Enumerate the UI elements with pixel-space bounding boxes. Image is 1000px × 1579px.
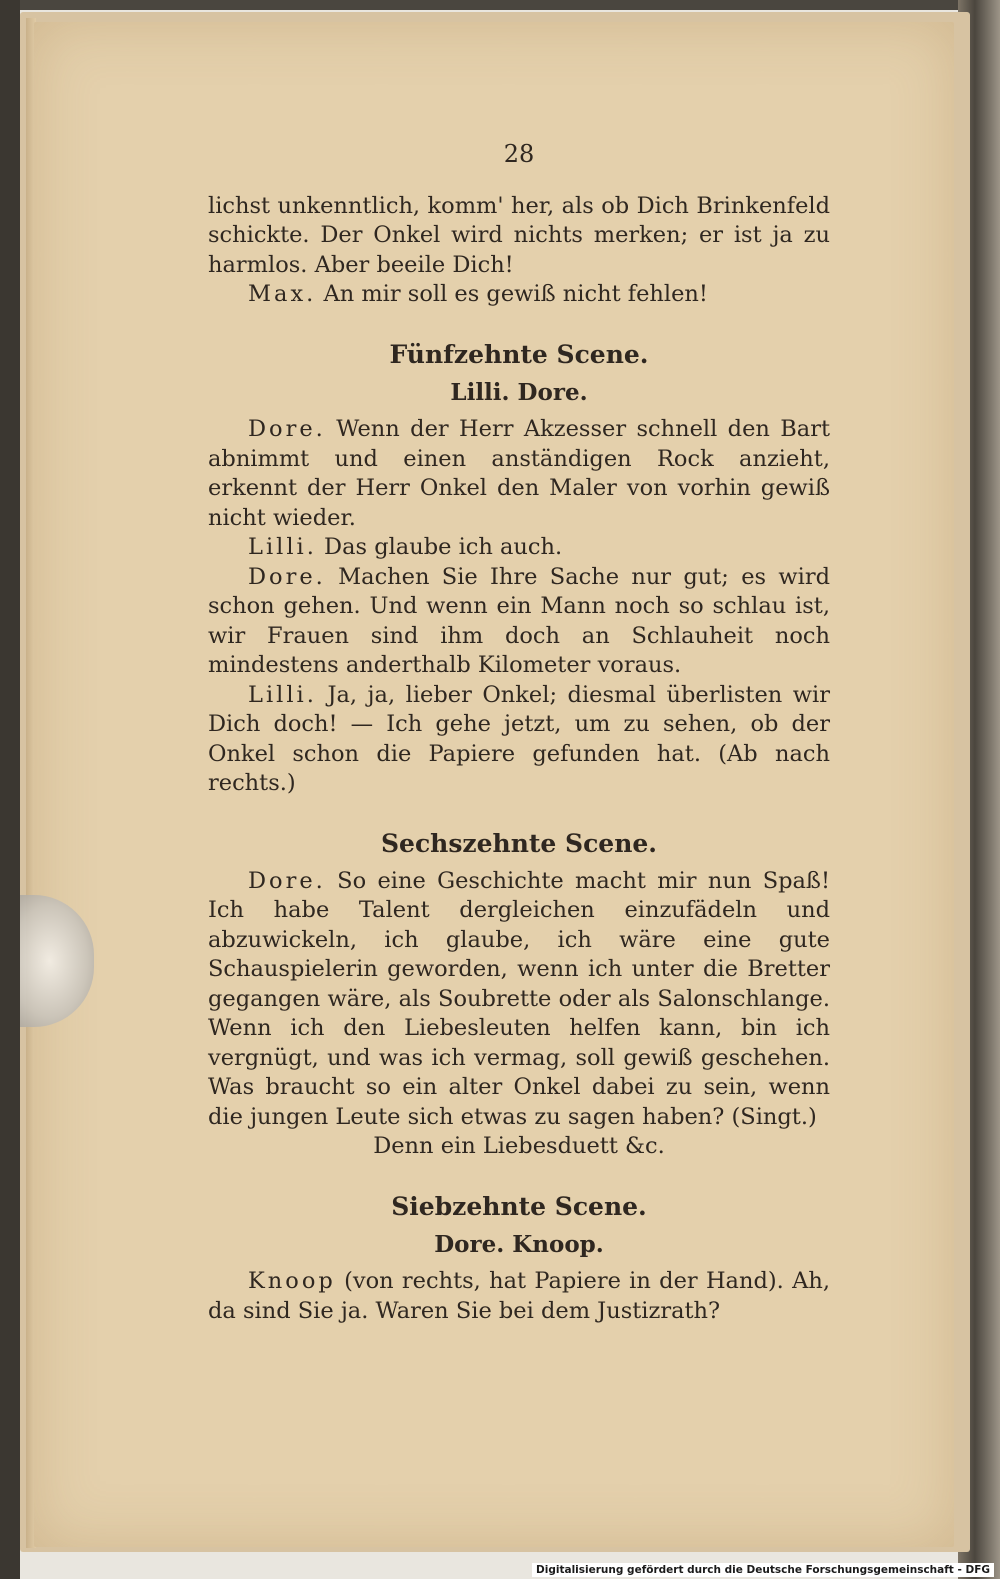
scene-heading-15: Fünfzehnte Scene. [389,339,649,369]
speech-lilli-2: Lilli. Ja, ja, lieber Onkel; diesmal überlisten wir Dich doch! — Ich gehe jetzt, um zu sehen, ob der Onkel schon die Papiere gefunden hat. (Ab nach rechts.) [208,681,830,796]
speaker-name: Dore. [248,416,326,442]
scene-persons-15: Lilli. Dore. [450,378,588,406]
funding-footer: Digitalisierung gefördert durch die Deutsche Forschungsgemeinschaft - DFG [532,1563,994,1577]
scan-border-top [0,0,1000,10]
speaker-name: Lilli. [248,534,317,560]
speaker-name: Dore. [248,867,326,894]
scene-persons-17: Dore. Knoop. [434,1230,604,1258]
scan-border-left [0,0,20,1579]
paragraph: lichst unkenntlich, komm' her, als ob Dich Brinkenfeld schickte. Der Onkel wird nichts merken; er ist ja zu harmlos. Aber beeile Dich! [208,192,830,278]
scene-heading-17: Siebzehnte Scene. [391,1191,647,1221]
page-text [208,140,830,1326]
speaker-name: Max. [248,281,317,307]
speech-knoop-1: Knoop (von rechts, hat Papiere in der Hand). Ah, da sind Sie ja. Waren Sie bei dem Justizrath? [208,1268,830,1324]
speaker-name: Dore. [248,563,326,590]
speaker-name: Knoop [248,1268,336,1294]
speech-lilli-1: Lilli. Das glaube ich auch. [248,534,563,560]
speech-dore-2: Dore. Machen Sie Ihre Sache nur gut; es wird schon gehen. Und wenn ein Mann noch so schlau ist, wir Frauen sind ihm doch an Schlauheit noch mindestens anderthalb Kilometer voraus. [208,563,830,678]
speaker-name: Lilli. [248,681,317,708]
speech-dore-3: Dore. So eine Geschichte macht mir nun Spaß! Ich habe Talent dergleichen einzufädeln und abzuwickeln, ich glaube, ich wäre eine gute Schauspielerin geworden, wenn ich unter die Bretter gegangen wäre, als Soubrette oder als Salonschlange. Wenn ich den Liebesleuten helfen kann, bin ich vergnügt, und was ich vermag, soll gewiß geschehen. Was braucht so ein alter Onkel dabei zu sein, wenn die jungen Leute sich etwas zu sagen haben? (Singt.) [208,867,830,1130]
page-number: 28 [503,140,535,168]
song-line: Denn ein Liebesduett &c. [373,1133,665,1159]
speech-max: Max. An mir soll es gewiß nicht fehlen! [248,281,708,307]
scene-heading-16: Sechszehnte Scene. [380,828,657,858]
speech-dore-1: Dore. Wenn der Herr Akzesser schnell den Bart abnimmt und einen anständigen Rock anzieht, erkennt der Herr Onkel den Maler von vorhin gewiß nicht wieder. [208,416,831,531]
